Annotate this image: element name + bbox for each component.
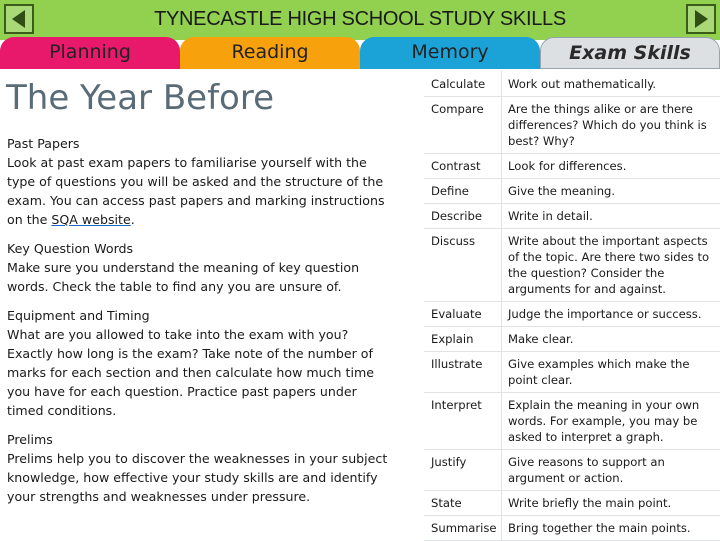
term-cell: Justify [424, 450, 502, 491]
question-words-table [424, 71, 720, 541]
section-past-papers [7, 134, 392, 229]
sqa-website-link[interactable]: SQA website [51, 212, 130, 227]
meaning-cell: Write briefly the main point. [502, 491, 720, 516]
meaning-cell: Give examples which make the point clear. [502, 352, 720, 393]
table-row [424, 516, 720, 541]
section-heading: Prelims [7, 430, 392, 449]
header-bar [0, 0, 720, 40]
table-row [424, 450, 720, 491]
table-row [424, 302, 720, 327]
table-row [424, 327, 720, 352]
table-row [424, 71, 720, 97]
table-row [424, 97, 720, 154]
triangle-right-icon [690, 8, 712, 30]
meaning-cell: Bring together the main points. [502, 516, 720, 541]
section-heading: Equipment and Timing [7, 306, 392, 325]
meaning-cell: Judge the importance or success. [502, 302, 720, 327]
study-sections [7, 134, 392, 516]
table-row [424, 179, 720, 204]
section-heading: Key Question Words [7, 239, 392, 258]
table-row [424, 204, 720, 229]
term-cell: Compare [424, 97, 502, 154]
section-body: What are you allowed to take into the exam with you? Exactly how long is the exam? Take note of the number of marks for each section and then calculate how much time you have for each question. Practice past papers under timed conditions. [7, 327, 374, 418]
section-body-end: . [131, 212, 135, 227]
table-row [424, 154, 720, 179]
table-row [424, 393, 720, 450]
term-cell: Describe [424, 204, 502, 229]
tab-memory[interactable]: Memory [360, 37, 540, 69]
meaning-cell: Give reasons to support an argument or action. [502, 450, 720, 491]
term-cell: Explain [424, 327, 502, 352]
section-equipment-timing [7, 306, 392, 420]
meaning-cell: Are the things alike or are there differences? Which do you think is best? Why? [502, 97, 720, 154]
term-cell: Contrast [424, 154, 502, 179]
term-cell: Discuss [424, 229, 502, 302]
term-cell: Illustrate [424, 352, 502, 393]
section-body: Make sure you understand the meaning of key question words. Check the table to find any you are unsure of. [7, 260, 359, 294]
table-row [424, 229, 720, 302]
table-row [424, 491, 720, 516]
term-cell: Interpret [424, 393, 502, 450]
term-cell: State [424, 491, 502, 516]
term-cell: Summarise [424, 516, 502, 541]
meaning-cell: Write in detail. [502, 204, 720, 229]
tab-exam-skills[interactable]: Exam Skills [540, 37, 720, 69]
term-cell: Evaluate [424, 302, 502, 327]
section-body: Prelims help you to discover the weaknesses in your subject knowledge, how effective your study skills are and identify your strengths and weaknesses under pressure. [7, 451, 387, 504]
section-prelims [7, 430, 392, 506]
table-row [424, 352, 720, 393]
meaning-cell: Make clear. [502, 327, 720, 352]
meaning-cell: Give the meaning. [502, 179, 720, 204]
meaning-cell: Write about the important aspects of the topic. Are there two sides to the question? Consider the arguments for and against. [502, 229, 720, 302]
section-key-question-words [7, 239, 392, 296]
term-cell: Calculate [424, 71, 502, 97]
site-title: TYNECASTLE HIGH SCHOOL STUDY SKILLS [0, 8, 720, 31]
meaning-cell: Look for differences. [502, 154, 720, 179]
page-title: The Year Before [6, 78, 274, 118]
meaning-cell: Explain the meaning in your own words. For example, you may be asked to interpret a graph. [502, 393, 720, 450]
term-cell: Define [424, 179, 502, 204]
section-body: Look at past exam papers to familiarise yourself with the type of questions you will be asked and the structure of the exam. You can access past papers and marking instructions on the [7, 155, 385, 227]
tab-planning[interactable]: Planning [0, 37, 180, 69]
meaning-cell: Work out mathematically. [502, 71, 720, 97]
section-heading: Past Papers [7, 134, 392, 153]
tab-reading[interactable]: Reading [180, 37, 360, 69]
next-slide-button[interactable] [686, 4, 716, 34]
